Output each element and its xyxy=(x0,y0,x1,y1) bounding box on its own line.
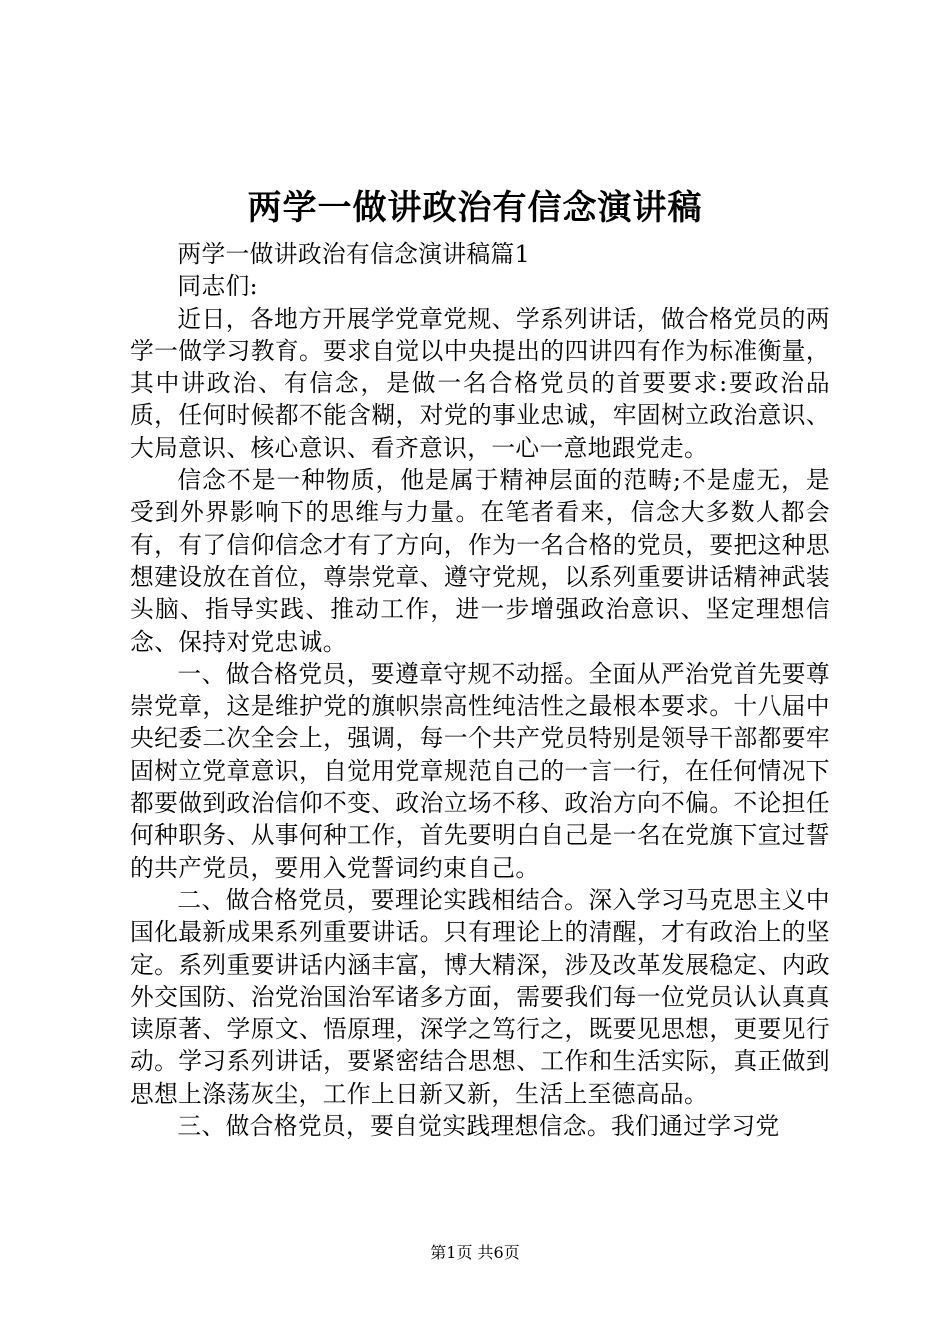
paragraph: 二、做合格党员，要理论实践相结合。深入学习马克思主义中国化最新成果系列重要讲话。只有理论上的清醒，才有政治上的坚定。系列重要讲话内涵丰富，博大精深，涉及改革发展稳定、内政外交国防、治党治国治军诸多方面，需要我们每一位党员认认真真读原著、学原文、悟原理，深学之笃行之，既要见思想，更要见行动。学习系列讲话，要紧密结合思想、工作和生活实际，真正做到思想上涤荡灰尘，工作上日新又新，生活上至德高品。 xyxy=(130,885,830,1108)
paragraph: 信念不是一种物质，他是属于精神层面的范畴;不是虚无，是受到外界影响下的思维与力量。在笔者看来，信念大多数人都会有，有了信仰信念才有了方向，作为一名合格的党员，要把这种思想建设放在首位，尊崇党章、遵守党规，以系列重要讲话精神武装头脑、指导实践、推动工作，进一步增强政治意识、坚定理想信念、保持对党忠诚。 xyxy=(130,466,830,656)
salutation: 同志们: xyxy=(177,272,259,301)
document-title: 两学一做讲政治有信念演讲稿 xyxy=(247,188,703,228)
paragraph: 近日，各地方开展学党章党规、学系列讲话，做合格党员的两学一做学习教育。要求自觉以中央提出的四讲四有作为标准衡量，其中讲政治、有信念，是做一名合格党员的首要要求:要政治品质，任何时候都不能含糊，对党的事业忠诚，牢固树立政治意识、大局意识、核心意识、看齐意识，一心一意地跟党走。 xyxy=(130,304,830,462)
paragraph: 一、做合格党员，要遵章守规不动摇。全面从严治党首先要尊崇党章，这是维护党的旗帜崇高性纯洁性之最根本要求。十八届中央纪委二次全会上，强调，每一个共产党员特别是领导干部都要牢固树立党章意识，自觉用党章规范自己的一言一行，在任何情况下都要做到政治信仰不变、政治立场不移、政治方向不偏。不论担任何种职务、从事何种工作，首先要明白自己是一名在党旗下宣过誓的共产党员，要用入党誓词约束自己。 xyxy=(130,659,830,882)
document-body xyxy=(130,238,830,1142)
page-number-footer: 第1页 共6页 xyxy=(430,1243,520,1262)
paragraph: 三、做合格党员，要自觉实践理想信念。我们通过学习党 xyxy=(177,1112,780,1141)
subtitle-line: 两学一做讲政治有信念演讲稿篇1 xyxy=(177,240,531,268)
